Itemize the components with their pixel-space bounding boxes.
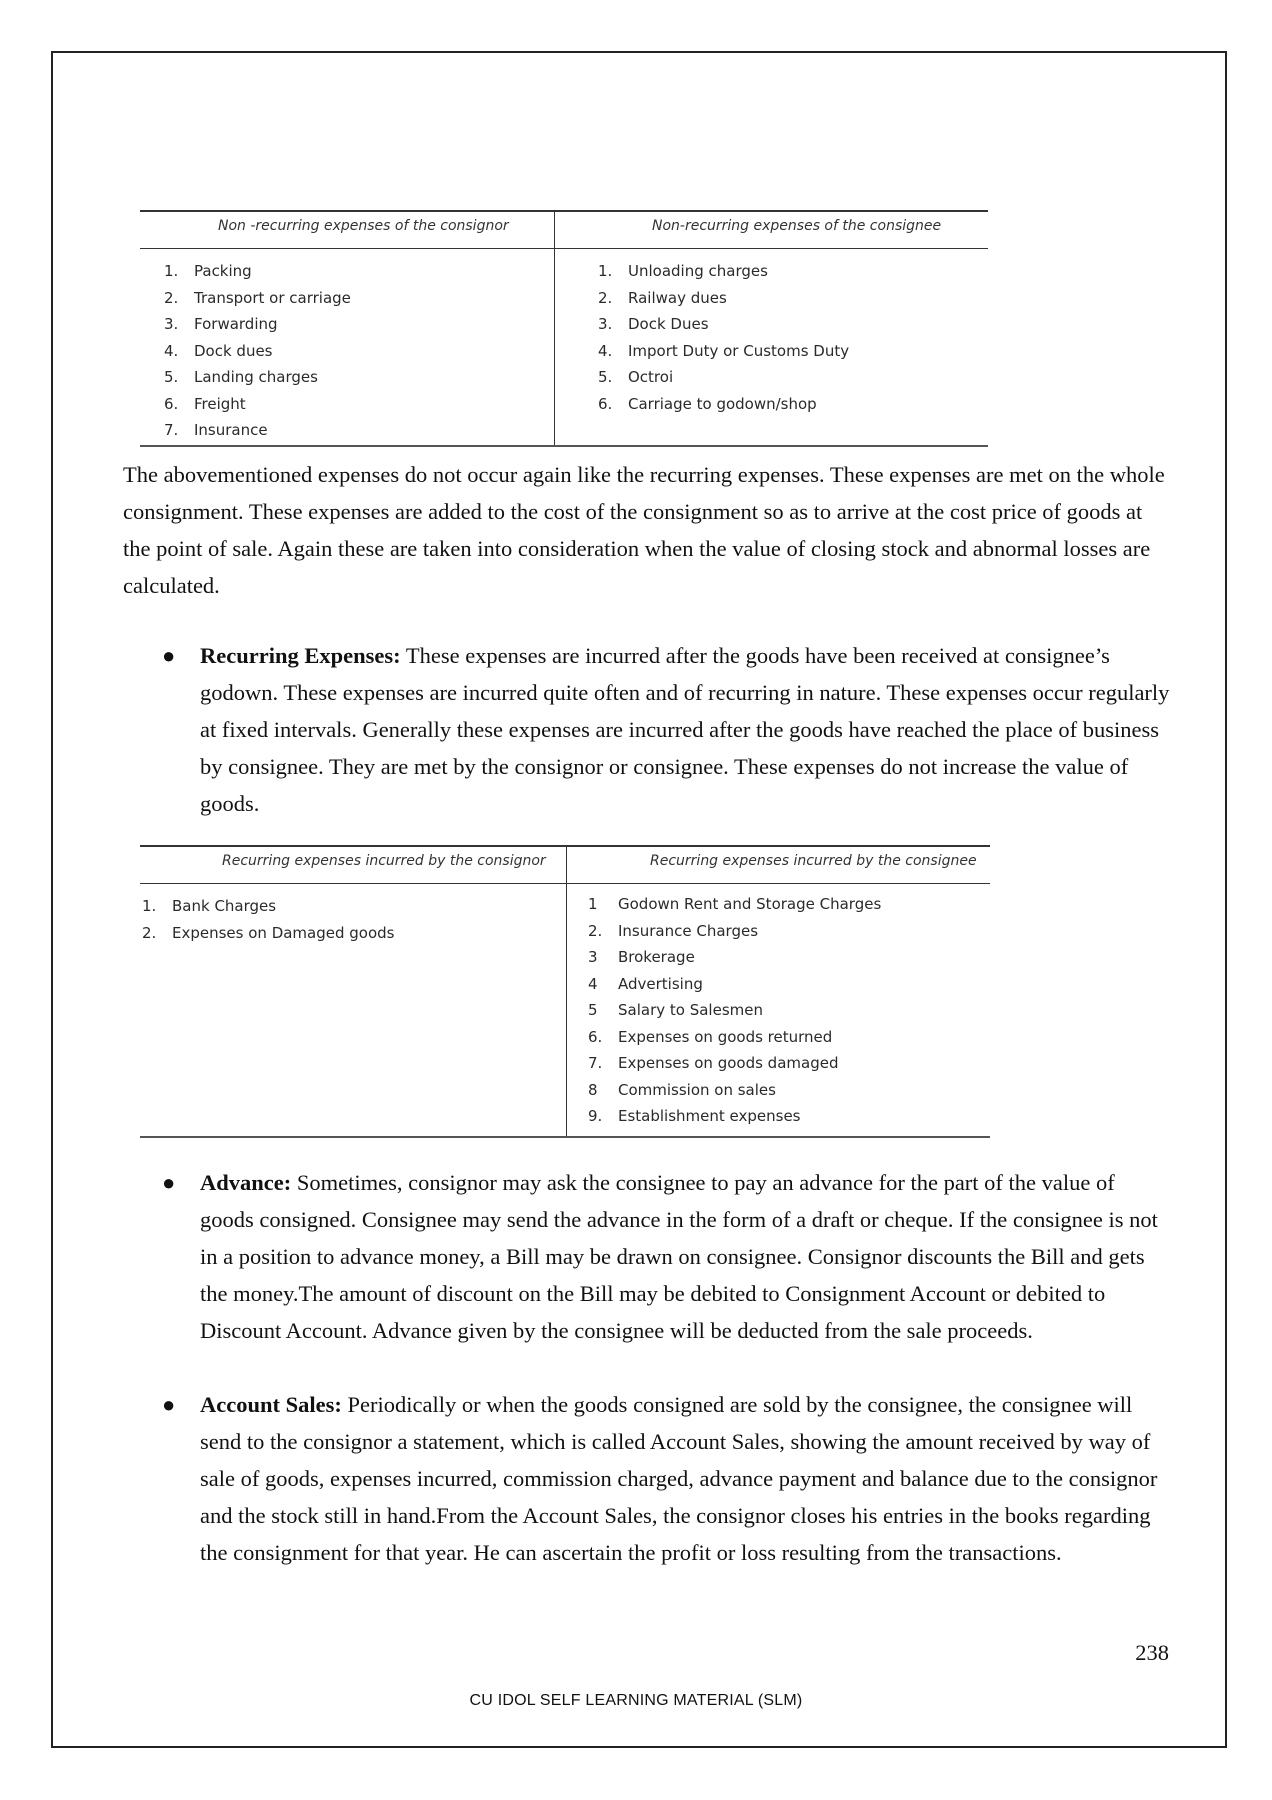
list-item: [588, 971, 881, 998]
item-number: 3: [588, 948, 598, 966]
item-text: Expenses on goods damaged: [618, 1054, 839, 1072]
item-text: Import Duty or Customs Duty: [628, 341, 850, 360]
table1-left-header: Non -recurring expenses of the consignor: [218, 218, 509, 234]
item-number: 3.: [164, 315, 179, 333]
item-text: Expenses on Damaged goods: [172, 923, 395, 942]
list-item: [588, 1024, 881, 1051]
list-item: [598, 338, 849, 365]
list-item: [598, 285, 849, 312]
page-number: 238: [1135, 1640, 1169, 1665]
item-text: Advertising: [618, 974, 703, 993]
recurring-expenses-term: Recurring Expenses:: [200, 643, 401, 668]
list-item: [588, 1103, 881, 1130]
item-text: Bank Charges: [172, 897, 277, 915]
list-item: [588, 891, 881, 918]
item-number: 1.: [142, 897, 157, 915]
list-item: [142, 893, 395, 920]
list-item: [588, 1077, 881, 1104]
list-item: [598, 364, 849, 391]
item-number: 6.: [598, 394, 613, 413]
item-number: 2.: [598, 288, 613, 307]
list-item: [164, 311, 351, 338]
list-item: [598, 391, 849, 418]
bullet-marker: ●: [162, 643, 176, 668]
list-item: [588, 918, 881, 945]
item-number: 8: [588, 1080, 598, 1099]
item-text: Dock Dues: [628, 315, 709, 333]
bullet-marker: ●: [162, 1170, 176, 1195]
advance-text: Sometimes, consignor may ask the consignee to pay an advance for the part of the value of goods consigned. Consignee may send the advance in the form of a draft or cheque. If the consignee is not in a position to advance money, a Bill may be drawn on consignee. Consignor discounts the Bill and gets the money.The amount of discount on the Bill may be debited to Consignment Account or debited to Discount Account. Advance given by the consignee will be deducted from the sale proceeds.: [200, 1170, 1158, 1343]
bullet-marker: ●: [162, 1392, 176, 1417]
item-number: 7.: [588, 1054, 603, 1072]
item-text: Freight: [194, 394, 246, 413]
paragraph-non-recurring: The abovementioned expenses do not occur again like the recurring expenses. These expenses are met on the whole consignment. These expenses are added to the cost of the consignment so as to arrive at the cost price of goods at the point of sale. Again these are taken into consideration when the value of closing stock and abnormal losses are calculated.: [123, 462, 1165, 598]
item-number: 5.: [164, 368, 179, 386]
list-item: [588, 997, 881, 1024]
item-text: Insurance: [194, 421, 268, 439]
account-sales-term: Account Sales:: [200, 1392, 342, 1417]
table1-right-list: [598, 258, 849, 417]
item-text: Packing: [194, 262, 252, 280]
list-item: [598, 258, 849, 285]
table1-right-header: Non-recurring expenses of the consignee: [652, 218, 942, 234]
list-item: [164, 391, 351, 418]
item-number: 2.: [164, 288, 179, 307]
item-text: Salary to Salesmen: [618, 1001, 763, 1019]
item-number: 1: [588, 895, 598, 913]
item-number: 3.: [598, 315, 613, 333]
item-text: Octroi: [628, 368, 674, 386]
item-text: Expenses on goods returned: [618, 1027, 833, 1046]
recurring-expenses-table: [140, 845, 990, 1137]
item-text: Godown Rent and Storage Charges: [618, 895, 882, 913]
list-item: [142, 920, 395, 947]
item-text: Establishment expenses: [618, 1107, 801, 1125]
item-number: 7.: [164, 421, 179, 439]
table2-left-list: [142, 893, 395, 946]
item-number: 6.: [164, 394, 179, 413]
item-number: 4.: [164, 341, 179, 360]
item-number: 2.: [142, 923, 157, 942]
item-number: 6.: [588, 1027, 603, 1046]
non-recurring-expenses-table: [140, 210, 988, 446]
item-text: Dock dues: [194, 341, 273, 360]
item-text: Brokerage: [618, 948, 695, 966]
list-item: [588, 944, 881, 971]
item-text: Insurance Charges: [618, 921, 759, 940]
list-item: [164, 338, 351, 365]
list-item: [164, 285, 351, 312]
item-text: Forwarding: [194, 315, 278, 333]
list-item: [164, 364, 351, 391]
item-text: Commission on sales: [618, 1080, 776, 1099]
recurring-expenses-text: These expenses are incurred after the goods have been received at consignee’s godown. These expenses are incurred quite often and of recurring in nature. These expenses occur regularly at fixed intervals. Generally these expenses are incurred after the goods have reached the place of business by consignee. They are met by the consignor or consignee. These expenses do not increase the value of goods.: [200, 643, 1170, 816]
item-text: Unloading charges: [628, 262, 768, 280]
table1-left-list: [164, 258, 351, 444]
list-item: [598, 311, 849, 338]
item-text: Landing charges: [194, 368, 318, 386]
bullet-recurring-expenses: [200, 637, 1170, 822]
list-item: [164, 417, 351, 444]
list-item: [164, 258, 351, 285]
item-text: Carriage to godown/shop: [628, 394, 817, 413]
table2-right-header: Recurring expenses incurred by the consignee: [650, 853, 977, 869]
bullet-account-sales: [200, 1386, 1170, 1571]
list-item: [588, 1050, 881, 1077]
table2-left-header: Recurring expenses incurred by the consignor: [222, 853, 546, 869]
advance-term: Advance:: [200, 1170, 292, 1195]
item-number: 4: [588, 974, 598, 993]
item-number: 1.: [598, 262, 613, 280]
item-number: 1.: [164, 262, 179, 280]
item-text: Railway dues: [628, 288, 727, 307]
table2-right-list: [588, 891, 881, 1130]
item-number: 4.: [598, 341, 613, 360]
bullet-advance: [200, 1164, 1170, 1349]
footer: CU IDOL SELF LEARNING MATERIAL (SLM): [469, 1692, 803, 1709]
item-number: 2.: [588, 921, 603, 940]
item-text: Transport or carriage: [194, 288, 351, 307]
item-number: 5: [588, 1001, 598, 1019]
item-number: 5.: [598, 368, 613, 386]
account-sales-text: Periodically or when the goods consigned are sold by the consignee, the consignee will send to the consignor a statement, which is called Account Sales, showing the amount received by way of sale of goods, expenses incurred, commission charged, advance payment and balance due to the consignor and the stock still in hand.From the Account Sales, the consignor closes his entries in the books regarding the consignment for that year. He can ascertain the profit or loss resulting from the transactions.: [200, 1392, 1158, 1565]
item-number: 9.: [588, 1107, 603, 1125]
